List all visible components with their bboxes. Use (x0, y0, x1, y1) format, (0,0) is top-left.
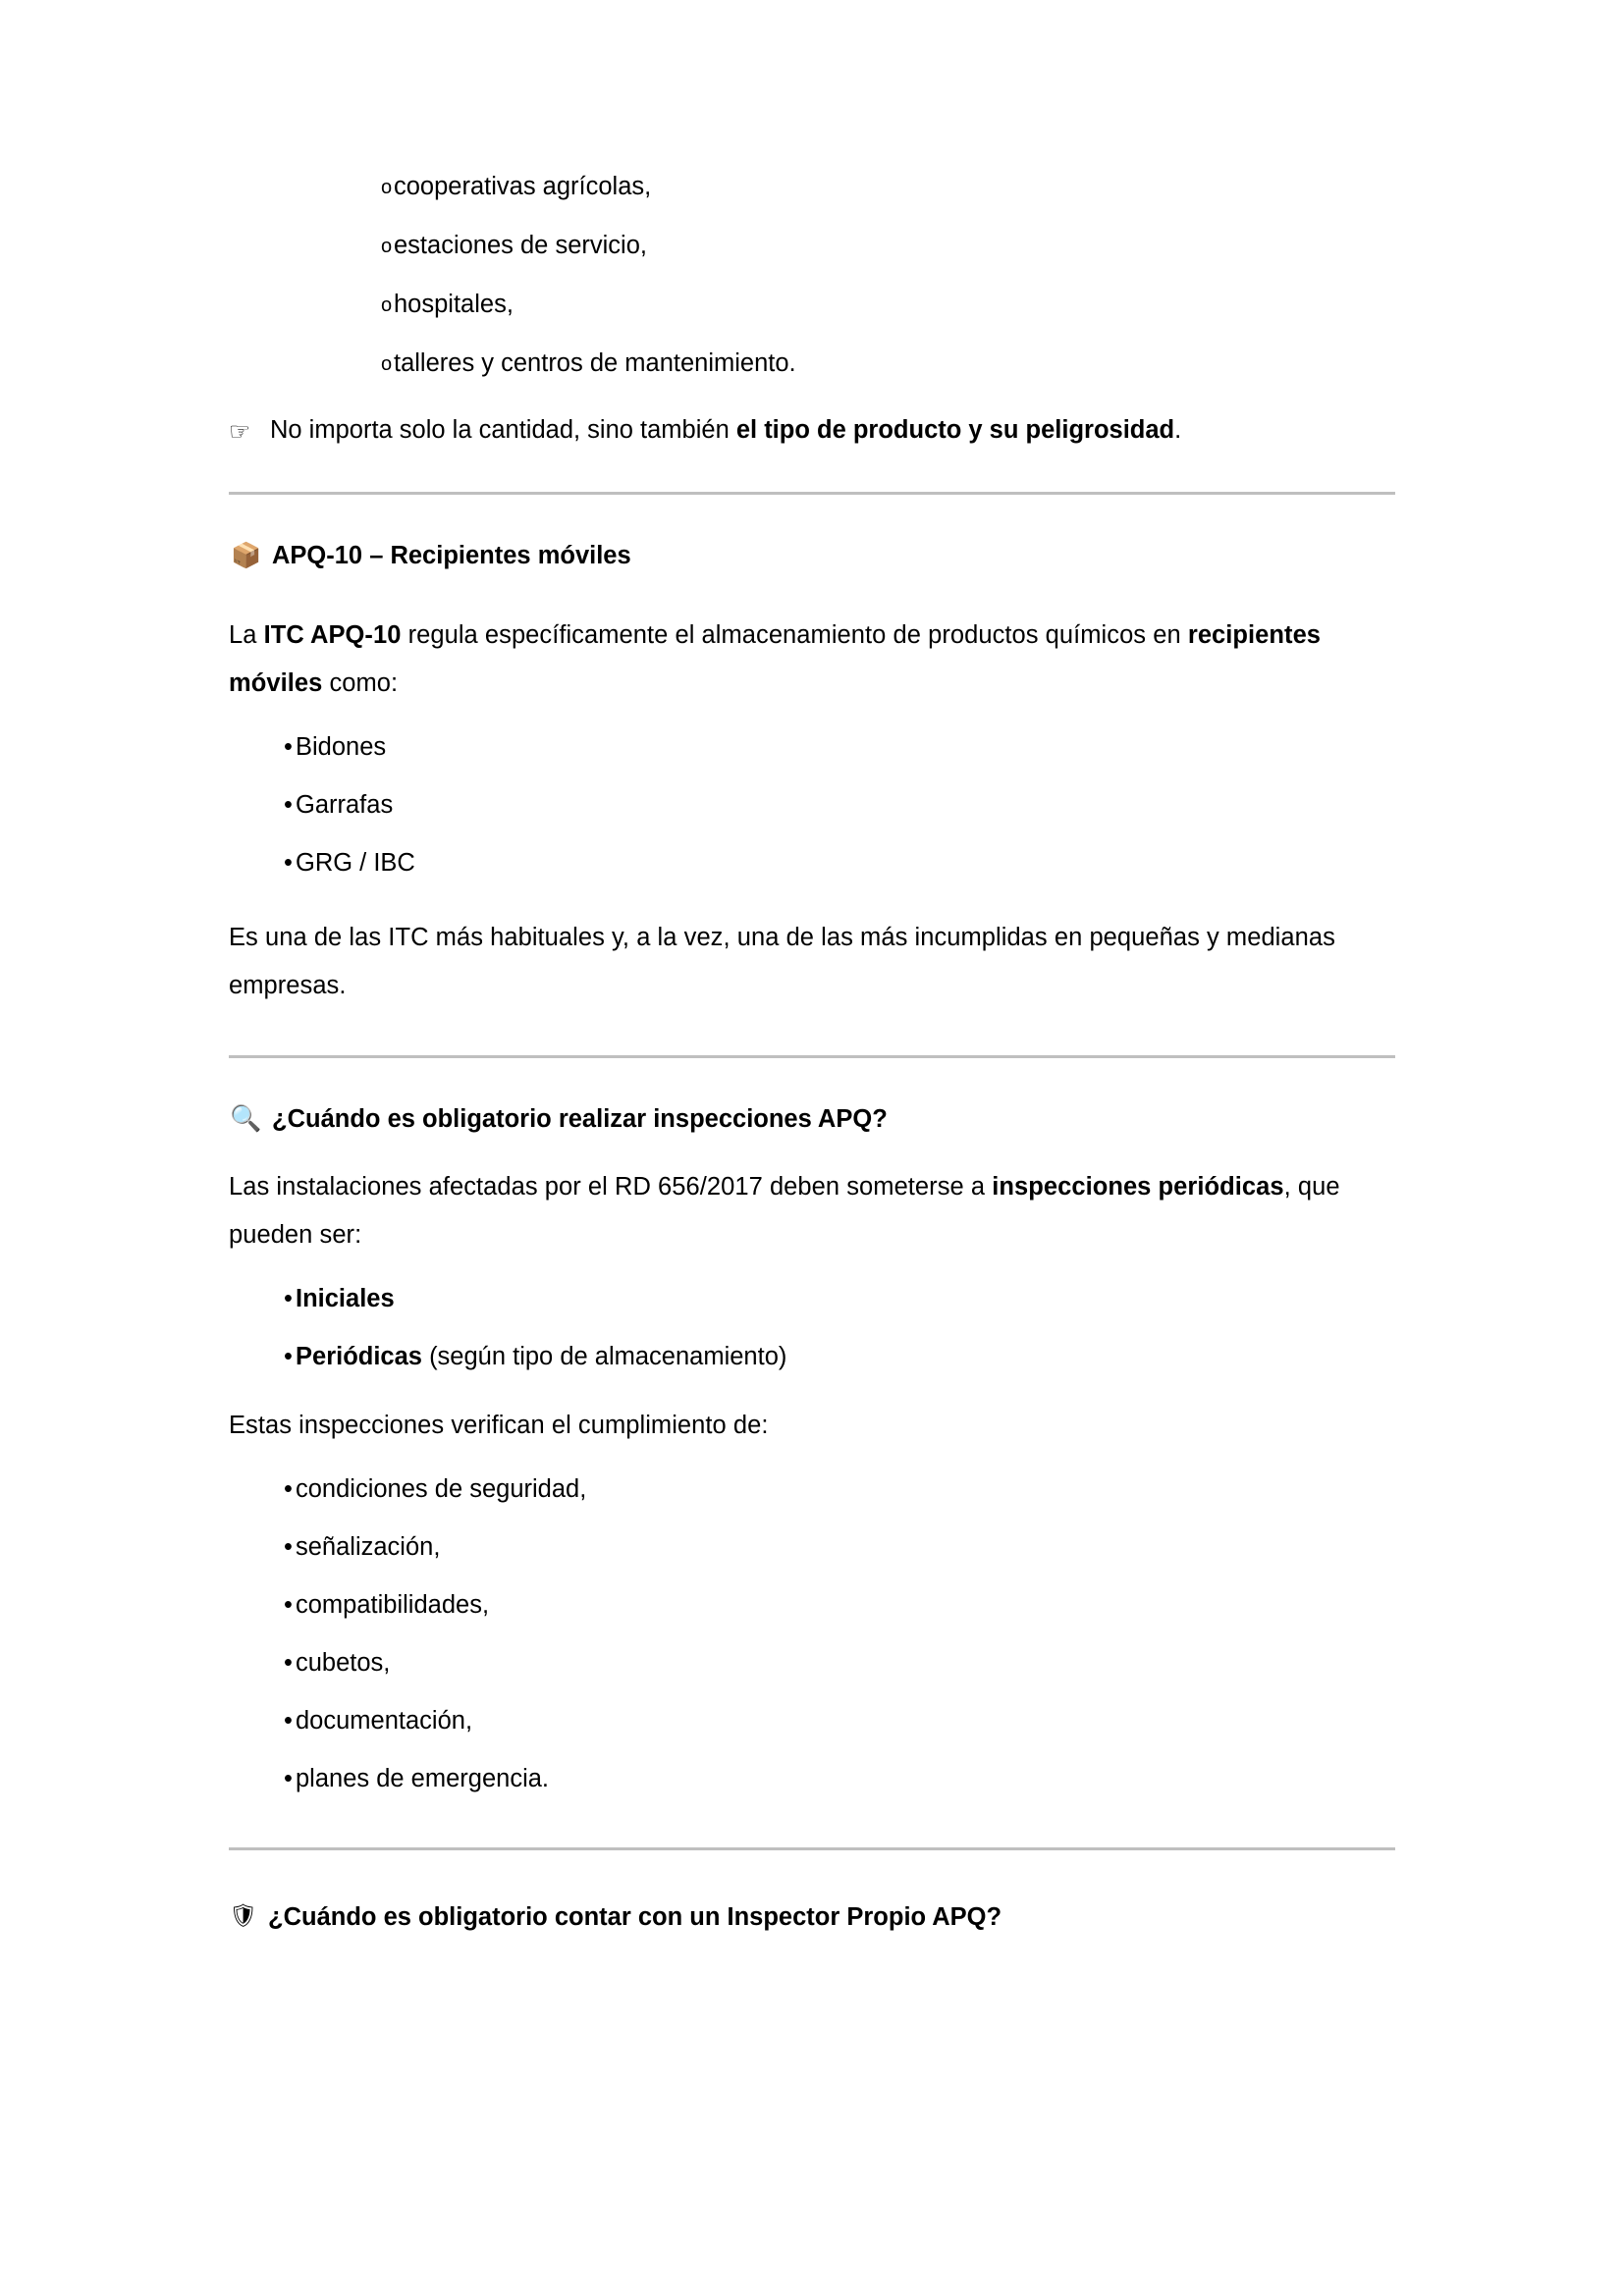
disc-bullet-icon: • (284, 1533, 293, 1562)
list-item-label: Bidones (296, 733, 387, 762)
inspecciones-intro-part1: Las instalaciones afectadas por el RD 656/2017 deben someterse a (229, 1173, 993, 1201)
list-item-label: documentación, (296, 1707, 473, 1735)
list-item-label: señalización, (296, 1533, 441, 1562)
page-content (229, 175, 1395, 1934)
apq10-intro-part3: como: (322, 669, 399, 698)
disc-bullet-icon: • (284, 791, 293, 820)
heading-inspecciones-label: ¿Cuándo es obligatorio realizar inspecciones APQ? (272, 1105, 888, 1134)
apq10-intro-paragraph (229, 612, 1395, 708)
list-item (229, 351, 1395, 381)
list-item-label-rest: (según tipo de almacenamiento) (421, 1343, 787, 1371)
apq10-intro-part1: La (229, 621, 264, 650)
inspecciones-intro-bold1: inspecciones periódicas (992, 1173, 1284, 1201)
quantity-note-text (270, 416, 1181, 444)
disc-bullet-icon: • (284, 733, 293, 762)
quantity-note-bold: el tipo de producto y su peligrosidad (735, 416, 1175, 444)
list-item-label-bold: Periódicas (296, 1343, 422, 1371)
disc-bullet-icon: • (284, 1285, 293, 1313)
list-item (229, 293, 1395, 322)
circle-bullet-icon: o (381, 236, 393, 257)
inspecciones-intro-paragraph (229, 1163, 1395, 1259)
list-item (229, 1651, 1395, 1681)
apq10-intro-part2: regula específicamente el almacenamiento de productos químicos en (401, 621, 1188, 650)
list-item (229, 234, 1395, 263)
disc-bullet-icon: • (284, 1707, 293, 1735)
disc-bullet-icon: • (284, 849, 293, 878)
list-item-label: condiciones de seguridad, (296, 1475, 587, 1504)
list-item-label: planes de emergencia. (296, 1765, 550, 1793)
list-item (229, 175, 1395, 204)
heading-inspecciones (229, 1103, 1395, 1136)
verify-lead-paragraph: Estas inspecciones verifican el cumplimiento de: (229, 1412, 769, 1440)
disc-bullet-icon: • (284, 1343, 293, 1371)
heading-apq10 (229, 540, 1395, 572)
circle-bullet-icon: o (381, 294, 393, 316)
list-item (229, 1477, 1395, 1507)
disc-bullet-icon: • (284, 1475, 293, 1504)
list-item (229, 1287, 1395, 1316)
apq10-bullet-list (229, 735, 1395, 881)
list-item (229, 1535, 1395, 1565)
verify-items-list (229, 1477, 1395, 1796)
list-item-label: cubetos, (296, 1649, 391, 1678)
heading-inspector-propio-label: ¿Cuándo es obligatorio contar con un Inspector Propio APQ? (268, 1903, 1002, 1932)
disc-bullet-icon: • (284, 1649, 293, 1678)
list-item-label: Garrafas (296, 791, 394, 820)
list-item-label-bold: Iniciales (296, 1285, 395, 1313)
disc-bullet-icon: • (284, 1591, 293, 1620)
list-item-label: talleres y centros de mantenimiento. (394, 349, 796, 377)
apq10-intro-bold1: ITC APQ-10 (263, 621, 402, 650)
list-item-label: hospitales, (394, 291, 514, 318)
inspecciones-intro-part2: , que pueden ser: (229, 1173, 1340, 1250)
magnifying-glass-icon: 🔍 (230, 1104, 262, 1135)
inspeccion-types-list (229, 1287, 1395, 1374)
apq10-closing-paragraph: Es una de las ITC más habituales y, a la vez, una de las más incumplidas en pequeñas y medianas empresas. (229, 924, 1335, 1000)
apq10-intro-bold2: recipientes móviles (229, 621, 1322, 698)
list-item (229, 1767, 1395, 1796)
shield-icon: 🛡 (229, 1903, 258, 1930)
list-item (229, 851, 1395, 881)
heading-inspector-propio (229, 1901, 1395, 1934)
sectors-sublist (229, 175, 1395, 381)
list-item (229, 735, 1395, 765)
circle-bullet-icon: o (381, 177, 393, 198)
list-item (229, 1345, 1395, 1374)
list-item (229, 793, 1395, 823)
list-item-label: compatibilidades, (296, 1591, 490, 1620)
list-item (229, 1593, 1395, 1623)
package-box-icon: 📦 (231, 541, 262, 570)
pointing-hand-icon: ☞ (229, 417, 251, 446)
list-item-label: estaciones de servicio, (394, 232, 647, 259)
list-item-label: cooperativas agrícolas, (394, 173, 652, 200)
quantity-note (229, 414, 1395, 447)
circle-bullet-icon: o (381, 353, 393, 375)
quantity-note-plain: No importa solo la cantidad, sino también (270, 416, 736, 444)
quantity-note-end: . (1174, 416, 1182, 444)
heading-apq10-label: APQ-10 – Recipientes móviles (272, 542, 631, 570)
list-item (229, 1709, 1395, 1738)
list-item-label: GRG / IBC (296, 849, 415, 878)
disc-bullet-icon: • (284, 1765, 293, 1793)
